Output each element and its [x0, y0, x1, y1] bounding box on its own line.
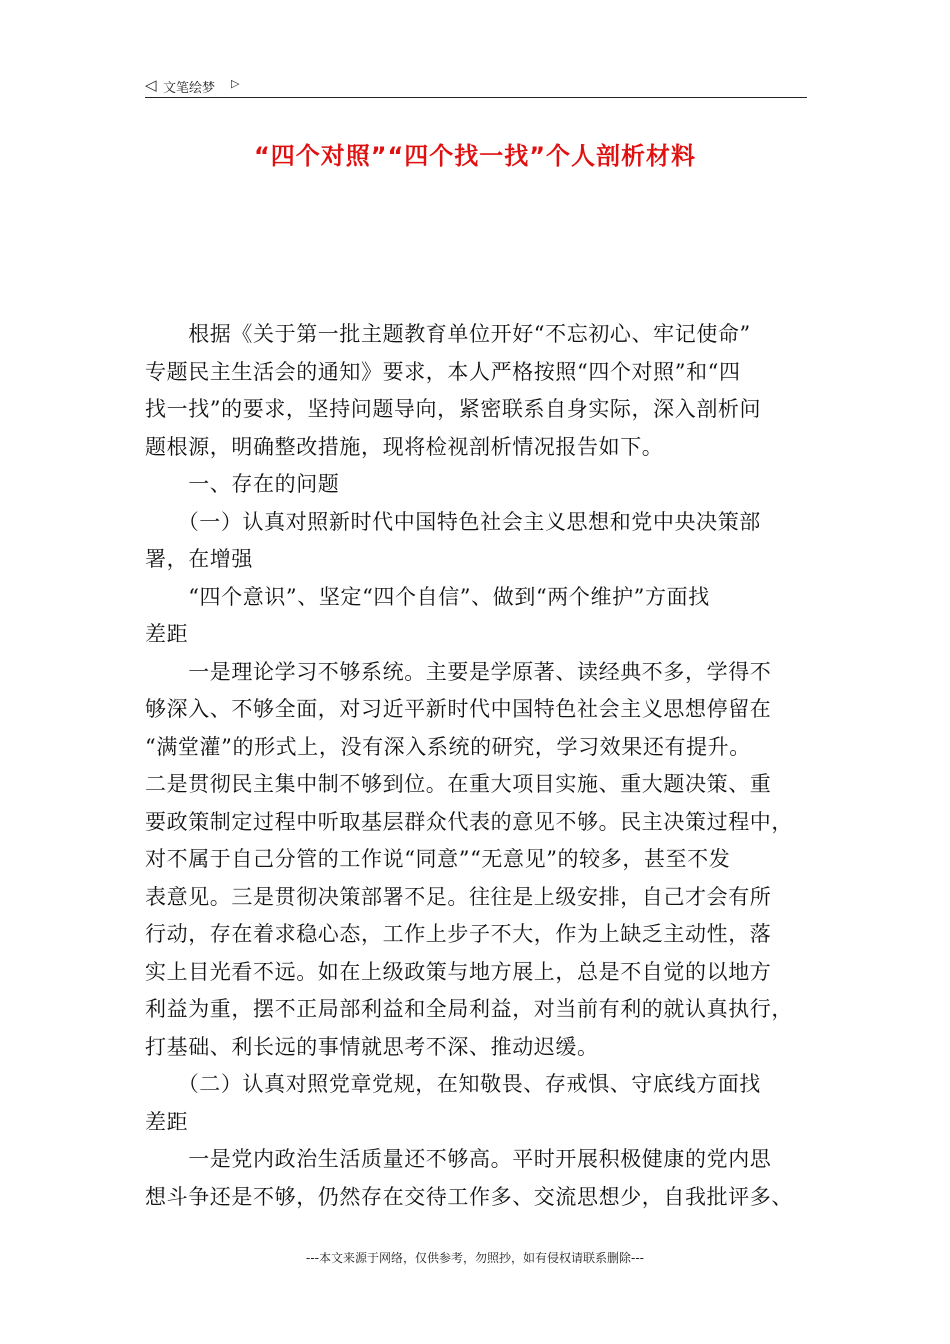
body-line: 一是理论学习不够系统。主要是学原著、读经典不多，学得不 — [145, 659, 772, 684]
body-line: 想斗争还是不够，仍然存在交待工作多、交流思想少，自我批评多、 — [145, 1184, 793, 1209]
body-line: “满堂灌”的形式上，没有深入系统的研究，学习效果还有提升。 — [145, 734, 751, 759]
document-title: “四个对照”“四个找一找”个人剖析材料 — [253, 142, 697, 170]
body-line: 差距 — [145, 1109, 189, 1134]
body-line: 根据《关于第一批主题教育单位开好“不忘初心、牢记使命” — [145, 322, 751, 346]
body-line: 一、存在的问题 — [145, 472, 340, 496]
footer-disclaimer: ---本文来源于网络，仅供参考，勿照抄，如有侵权请联系删除--- — [306, 1251, 644, 1265]
body-line: 够深入、不够全面，对习近平新时代中国特色社会主义思想停留在 — [145, 697, 772, 721]
body-line: （二）认真对照党章党规，在知敬畏、存戒惧、守底线方面找 — [145, 1072, 761, 1096]
body-line: 对不属于自己分管的工作说“同意”“无意见”的较多，甚至不发 — [145, 847, 731, 871]
body-line: （一）认真对照新时代中国特色社会主义思想和党中央决策部 — [145, 509, 761, 534]
body-line: 打基础、利长远的事情就思考不深、推动迟缓。 — [145, 1034, 599, 1059]
body-line: 行动，存在着求稳心态，工作上步子不大，作为上缺乏主动性，落 — [145, 922, 772, 946]
body-line: 表意见。三是贯彻决策部署不足。往往是上级安排，自己才会有所 — [145, 884, 772, 909]
document-body — [145, 316, 809, 1216]
right-triangle-icon: ▷ — [231, 77, 240, 90]
body-line: 要政策制定过程中听取基层群众代表的意见不够。民主决策过程中， — [145, 809, 793, 834]
body-line: 实上目光看不远。如在上级政策与地方展上，总是不自觉的以地方 — [145, 959, 772, 984]
left-triangle-icon: ◁ — [145, 76, 157, 94]
body-line: 专题民主生活会的通知》要求，本人严格按照“四个对照”和“四 — [145, 359, 741, 384]
brand-label: 文笔绘梦 — [163, 81, 216, 96]
body-line: 二是贯彻民主集中制不够到位。在重大项目实施、重大题决策、重 — [145, 772, 772, 796]
body-line: 一是党内政治生活质量还不够高。平时开展积极健康的党内思 — [145, 1147, 772, 1171]
body-line: 署，在增强 — [145, 547, 253, 571]
body-line: 题根源，明确整改措施，现将检视剖析情况报告如下。 — [145, 434, 664, 459]
body-line: “四个意识”、坚定“四个自信”、做到“两个维护”方面找 — [145, 584, 710, 609]
body-line: 差距 — [145, 622, 189, 646]
body-line: 找一找”的要求，坚持问题导向，紧密联系自身实际，深入剖析问 — [145, 397, 762, 421]
page-header — [145, 74, 807, 98]
header-divider — [145, 97, 807, 98]
body-line: 利益为重，摆不正局部利益和全局利益，对当前有利的就认真执行， — [145, 997, 793, 1021]
